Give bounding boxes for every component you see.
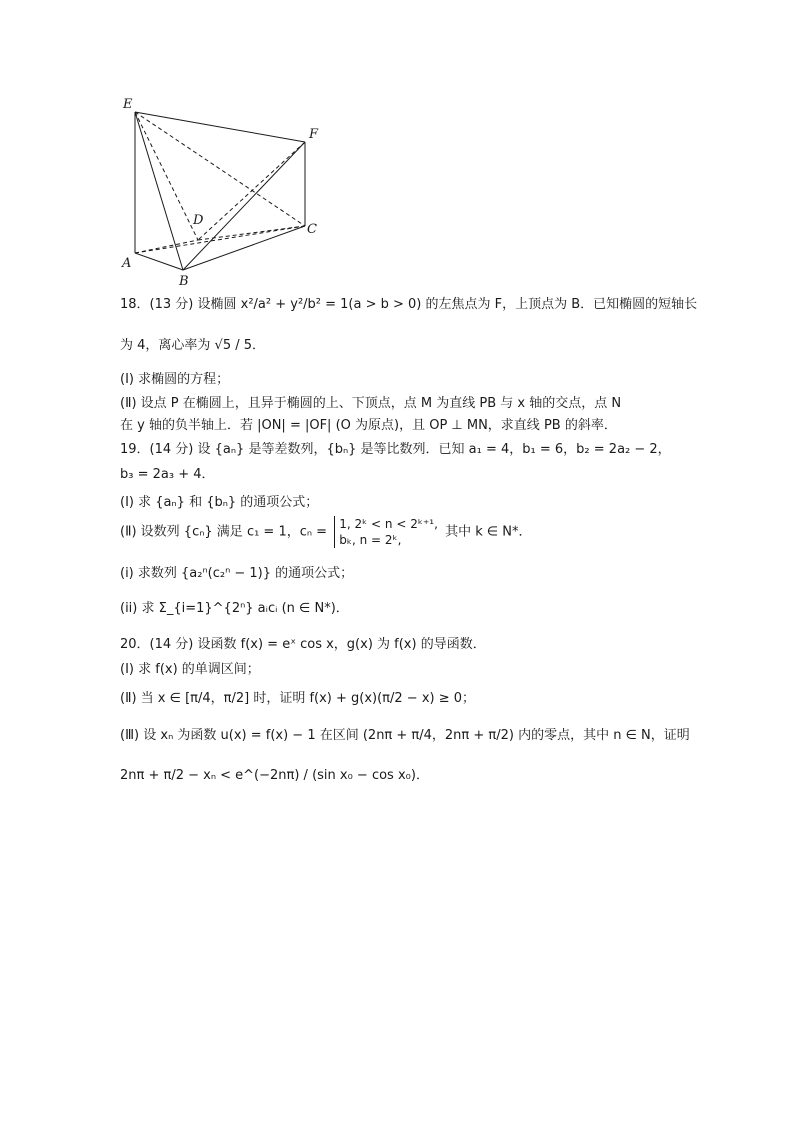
q20-stem: 20．(14 分) 设函数 f(x) = eˣ cos x，g(x) 为 f(x) 的导函数． xyxy=(120,637,486,652)
q18-part1: (Ⅰ) 求椭圆的方程； xyxy=(120,372,230,387)
q19-part2-suffix: 其中 k ∈ N*． xyxy=(445,524,532,540)
q19-part2-prefix: (Ⅱ) 设数列 {cₙ} 满足 c₁ = 1，cₙ = xyxy=(120,524,328,540)
q18-part2-cont: 在 y 轴的负半轴上．若 |ON| = |OF| (O 为原点)，且 OP ⊥ MN，求直线 PB 的斜率． xyxy=(120,418,617,433)
label-E: E xyxy=(123,97,133,112)
edge-DC xyxy=(198,226,305,240)
edge-FB xyxy=(183,142,305,270)
label-A: A xyxy=(122,256,132,271)
edge-BC xyxy=(183,226,305,270)
label-D: D xyxy=(193,213,204,228)
q18-stem: 18．(13 分) 设椭圆 x²/a² + y²/b² = 1(a > b > 0) 的左焦点为 F，上顶点为 B．已知椭圆的短轴长 xyxy=(120,297,698,312)
piecewise-case-2: bₖ, n = 2ᵏ, xyxy=(339,533,402,547)
edge-EB xyxy=(135,112,183,270)
q19-stem-cont: b₃ = 2a₃ + 4． xyxy=(120,467,215,482)
geometry-figure xyxy=(110,90,340,290)
q20-part3: (Ⅲ) 设 xₙ 为函数 u(x) = f(x) − 1 在区间 (2nπ + π/4，2nπ + π/2) 内的零点，其中 n ∈ N，证明 xyxy=(120,728,690,743)
q19-sub-i: (i) 求数列 {a₂ⁿ(c₂ⁿ − 1)} 的通项公式； xyxy=(120,566,354,581)
piecewise-brace xyxy=(334,516,438,548)
edge-FD xyxy=(198,142,305,240)
q18-part2: (Ⅱ) 设点 P 在椭圆上，且异于椭圆的上、下顶点，点 M 为直线 PB 与 x 轴的交点，点 N xyxy=(120,396,622,411)
q20-conclusion: 2nπ + π/2 − xₙ < e^(−2nπ) / (sin x₀ − cos x₀)． xyxy=(120,768,429,783)
edge-EF xyxy=(135,112,305,142)
edge-AD xyxy=(135,240,198,253)
q18-stem-cont: 为 4，离心率为 √5 / 5． xyxy=(120,338,266,353)
label-B: B xyxy=(179,274,189,289)
label-F: F xyxy=(309,127,319,142)
q19-sub-ii: (ii) 求 Σ_{i=1}^{2ⁿ} aᵢcᵢ (n ∈ N*)． xyxy=(120,601,349,616)
piecewise-case-1: 1, 2ᵏ < n < 2ᵏ⁺¹, xyxy=(339,517,438,531)
edge-AC xyxy=(135,226,305,253)
q19-part2 xyxy=(120,516,532,548)
label-C: C xyxy=(307,222,317,237)
q20-part1: (Ⅰ) 求 f(x) 的单调区间； xyxy=(120,662,260,677)
q19-stem: 19．(14 分) 设 {aₙ} 是等差数列，{bₙ} 是等比数列．已知 a₁ = 4，b₁ = 6，b₂ = 2a₂ − 2， xyxy=(120,442,671,457)
edge-AB xyxy=(135,253,183,270)
edge-ED xyxy=(135,112,198,240)
q20-part2: (Ⅱ) 当 x ∈ [π/4，π/2] 时，证明 f(x) + g(x)(π/2 − x) ≥ 0； xyxy=(120,691,476,706)
q19-part1: (Ⅰ) 求 {aₙ} 和 {bₙ} 的通项公式； xyxy=(120,495,319,510)
